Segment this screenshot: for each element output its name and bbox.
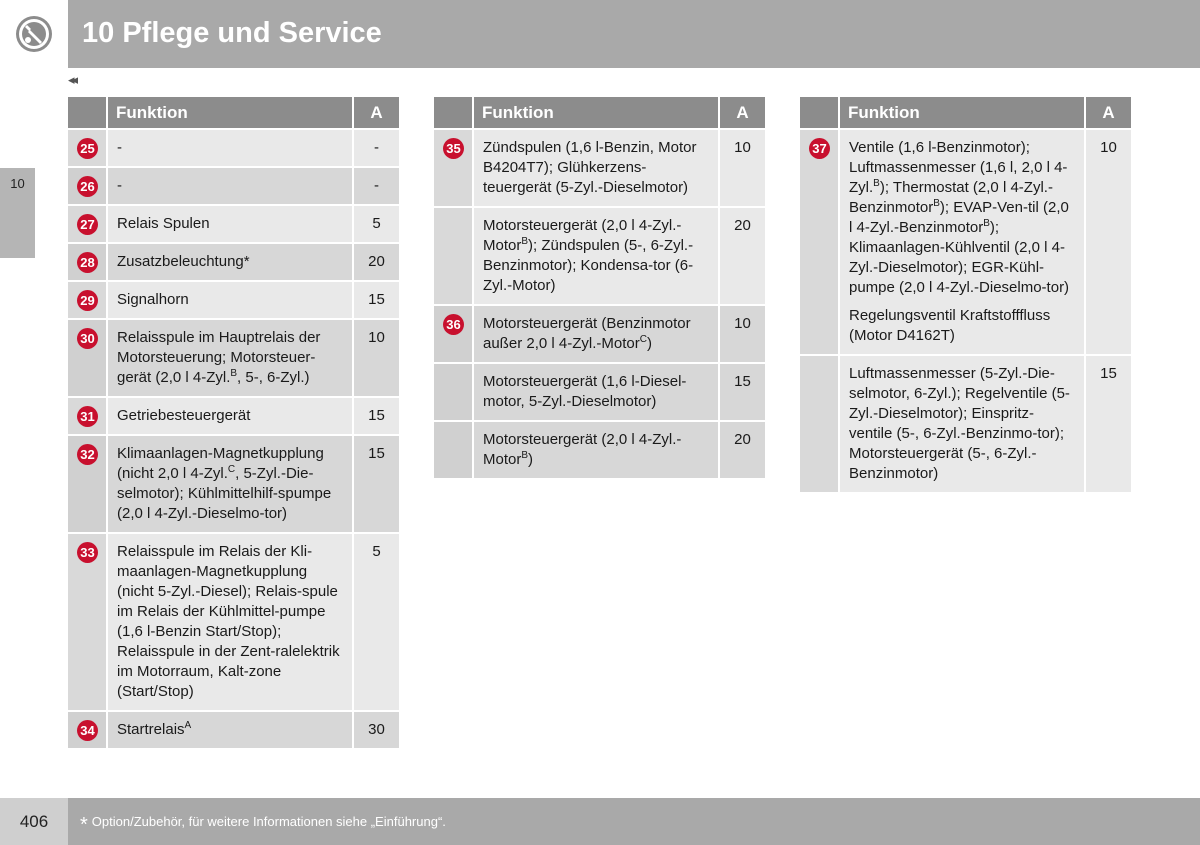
footnote-superscript: B xyxy=(230,368,238,379)
table-row xyxy=(434,364,765,422)
amperage-cell: 10 xyxy=(720,130,765,208)
amperage-cell: 15 xyxy=(1086,356,1131,494)
header-num-cell xyxy=(434,97,474,130)
table-row xyxy=(434,130,765,208)
function-cell xyxy=(108,282,354,320)
function-text: Getriebesteuergerät xyxy=(117,407,251,424)
fuse-number-cell xyxy=(68,244,108,282)
table-row xyxy=(434,422,765,480)
footnote-superscript: B xyxy=(933,198,940,209)
function-cell xyxy=(108,130,354,168)
fuse-number-cell xyxy=(68,320,108,398)
amperage-cell: - xyxy=(354,168,399,206)
table-row xyxy=(68,206,399,244)
fuse-number-cell xyxy=(68,206,108,244)
function-text: Relais Spulen xyxy=(117,215,210,232)
header-function: Funktion xyxy=(840,97,1086,130)
function-cell xyxy=(108,398,354,436)
function-cell xyxy=(474,422,720,480)
fuse-number-cell xyxy=(800,356,840,494)
header-function: Funktion xyxy=(108,97,354,130)
amperage-cell: 10 xyxy=(1086,130,1131,356)
amperage-cell: 20 xyxy=(720,208,765,306)
function-text: Startrelais$^A$ xyxy=(117,720,192,738)
function-text: Regelungsventil Kraftstofffluss (Motor D4162T) xyxy=(849,307,1051,344)
function-text: Ventile (1,6 l-Benzinmotor); Luftmassenmesser (1,6 l, 2,0 l 4-Zyl.$^B$); Thermostat (2,0 l 4-Zyl.-Benzinmotor$^B$); EVAP-Ven-til (2,0 l 4-Zyl.-Benzinmotor$^B$); Klimaanlagen-Kühlventil (2,0 l 4-Zyl.-Dieselmotor); EGR-Kühl-pumpe (2,0 l 4-Zyl.-Dieselmo-tor) xyxy=(849,139,1070,296)
amperage-cell: 15 xyxy=(354,436,399,534)
function-text: Zusatzbeleuchtung* xyxy=(117,253,250,270)
function-cell xyxy=(108,206,354,244)
fuse-number-badge: 29 xyxy=(77,290,98,311)
header-amps: A xyxy=(1086,97,1131,130)
function-text: - xyxy=(117,177,122,194)
table-row xyxy=(68,398,399,436)
function-text: - xyxy=(117,139,122,156)
fuse-number-badge: 37 xyxy=(809,138,830,159)
chapter-title: 10 Pflege und Service xyxy=(82,17,382,49)
fuse-number-cell xyxy=(434,422,474,480)
amperage-cell: 5 xyxy=(354,206,399,244)
amperage-cell: 10 xyxy=(354,320,399,398)
fuse-number-cell xyxy=(434,130,474,208)
amperage-cell: - xyxy=(354,130,399,168)
fuse-table-3 xyxy=(800,97,1131,494)
footnote-superscript: B xyxy=(983,218,990,229)
table-header-row xyxy=(68,97,399,130)
fuse-number-badge: 33 xyxy=(77,542,98,563)
footnote-superscript: C xyxy=(639,334,647,345)
fuse-number-cell xyxy=(434,306,474,364)
fuse-number-cell xyxy=(68,130,108,168)
footnote xyxy=(80,812,446,835)
fuse-number-cell xyxy=(68,712,108,750)
footnote-superscript: A xyxy=(184,720,192,731)
function-cell xyxy=(108,712,354,750)
header-num-cell xyxy=(68,97,108,130)
amperage-cell: 15 xyxy=(354,398,399,436)
footnote-superscript: B xyxy=(521,450,529,461)
table-row xyxy=(434,306,765,364)
fuse-number-cell xyxy=(68,398,108,436)
fuse-number-cell xyxy=(68,534,108,712)
fuse-number-badge: 30 xyxy=(77,328,98,349)
wrench-gear-icon xyxy=(14,14,54,54)
function-text: Relaisspule im Relais der Kli-maanlagen-Magnetkupplung (nicht 5-Zyl.-Diesel); Relais-spule im Relais der Kühlmittel-pumpe (1,6 l-Benzin Start/Stop); Relaisspule in der Zent-ralelektrik im Motorraum, Kalt-zone (Start/Stop) xyxy=(117,543,340,700)
function-cell xyxy=(108,244,354,282)
footnote-star: * xyxy=(80,814,88,836)
function-cell xyxy=(108,534,354,712)
function-cell xyxy=(474,130,720,208)
table-row xyxy=(68,168,399,206)
function-cell xyxy=(108,168,354,206)
table-header-row xyxy=(434,97,765,130)
table-row xyxy=(68,436,399,534)
function-cell xyxy=(474,306,720,364)
fuse-number-cell xyxy=(68,282,108,320)
fuse-number-cell xyxy=(68,168,108,206)
chapter-side-tab-label: 10 xyxy=(10,176,25,191)
header-function: Funktion xyxy=(474,97,720,130)
function-text: Zündspulen (1,6 l-Benzin, Motor B4204T7); Glühkerzens-teuergerät (5-Zyl.-Dieselmotor) xyxy=(483,139,697,196)
function-text: Luftmassenmesser (5-Zyl.-Die-selmotor, 6-Zyl.); Regelventile (5-Zyl.-Dieselmotor); Einspritz-ventile (5-, 6-Zyl.-Benzinmo-tor); Motorsteuergerät (5-, 6-Zyl.-Benzinmotor) xyxy=(849,365,1070,482)
fuse-number-badge: 27 xyxy=(77,214,98,235)
header-amps: A xyxy=(354,97,399,130)
function-text: Motorsteuergerät (Benzinmotor außer 2,0 l 4-Zyl.-Motor$^C$) xyxy=(483,315,691,352)
table-row xyxy=(68,320,399,398)
fuse-number-badge: 36 xyxy=(443,314,464,335)
function-cell xyxy=(108,320,354,398)
fuse-number-badge: 31 xyxy=(77,406,98,427)
amperage-cell: 30 xyxy=(354,712,399,750)
function-text: Motorsteuergerät (2,0 l 4-Zyl.-Motor$^B$) xyxy=(483,431,682,468)
fuse-table-1 xyxy=(68,97,399,750)
footnote-superscript: B xyxy=(521,236,529,247)
chapter-icon-box xyxy=(0,0,68,68)
function-cell xyxy=(108,436,354,534)
fuse-number-cell xyxy=(800,130,840,356)
function-text: Motorsteuergerät (2,0 l 4-Zyl.-Motor$^B$); Zündspulen (5-, 6-Zyl.-Benzinmotor); Kondensa-tor (6-Zyl.-Motor) xyxy=(483,217,694,294)
fuse-number-badge: 34 xyxy=(77,720,98,741)
function-cell xyxy=(474,364,720,422)
footnote-text: Option/Zubehör, für weitere Informationen siehe „Einführung“. xyxy=(91,814,446,829)
function-cell xyxy=(474,208,720,306)
amperage-cell: 15 xyxy=(720,364,765,422)
table-row xyxy=(68,282,399,320)
fuse-number-cell xyxy=(434,208,474,306)
amperage-cell: 15 xyxy=(354,282,399,320)
header-amps: A xyxy=(720,97,765,130)
table-row xyxy=(68,712,399,750)
fuse-table-2 xyxy=(434,97,765,480)
fuse-number-badge: 26 xyxy=(77,176,98,197)
header-num-cell xyxy=(800,97,840,130)
fuse-number-badge: 28 xyxy=(77,252,98,273)
amperage-cell: 20 xyxy=(354,244,399,282)
function-text: Motorsteuergerät (1,6 l-Diesel-motor, 5-Zyl.-Dieselmotor) xyxy=(483,373,687,410)
table-header-row xyxy=(800,97,1131,130)
amperage-cell: 10 xyxy=(720,306,765,364)
footnote-superscript: C xyxy=(227,464,236,475)
fuse-number-badge: 32 xyxy=(77,444,98,465)
function-text: Klimaanlagen-Magnetkupplung (nicht 2,0 l 4-Zyl.$^C$, 5-Zyl.-Die-selmotor); Kühlmittelhilf-spumpe (2,0 l 4-Zyl.-Dieselmo-tor) xyxy=(117,445,332,522)
table-row xyxy=(68,244,399,282)
fuse-number-badge: 25 xyxy=(77,138,98,159)
amperage-cell: 20 xyxy=(720,422,765,480)
table-row xyxy=(68,130,399,168)
fuse-number-cell xyxy=(434,364,474,422)
table-row xyxy=(800,356,1131,494)
footnote-superscript: B xyxy=(873,178,880,189)
function-text: Signalhorn xyxy=(117,291,189,308)
back-nav-arrows[interactable]: ◂◂ xyxy=(68,72,76,87)
table-row xyxy=(800,130,1131,356)
fuse-number-badge: 35 xyxy=(443,138,464,159)
amperage-cell: 5 xyxy=(354,534,399,712)
function-cell xyxy=(840,130,1086,356)
function-cell xyxy=(840,356,1086,494)
fuse-number-cell xyxy=(68,436,108,534)
table-row xyxy=(68,534,399,712)
page-number: 406 xyxy=(19,812,49,831)
table-row xyxy=(434,208,765,306)
function-text: Relaisspule im Hauptrelais der Motorsteuerung; Motorsteuer-gerät (2,0 l 4-Zyl.$^B$, 5-, 6-Zyl.) xyxy=(117,329,321,386)
